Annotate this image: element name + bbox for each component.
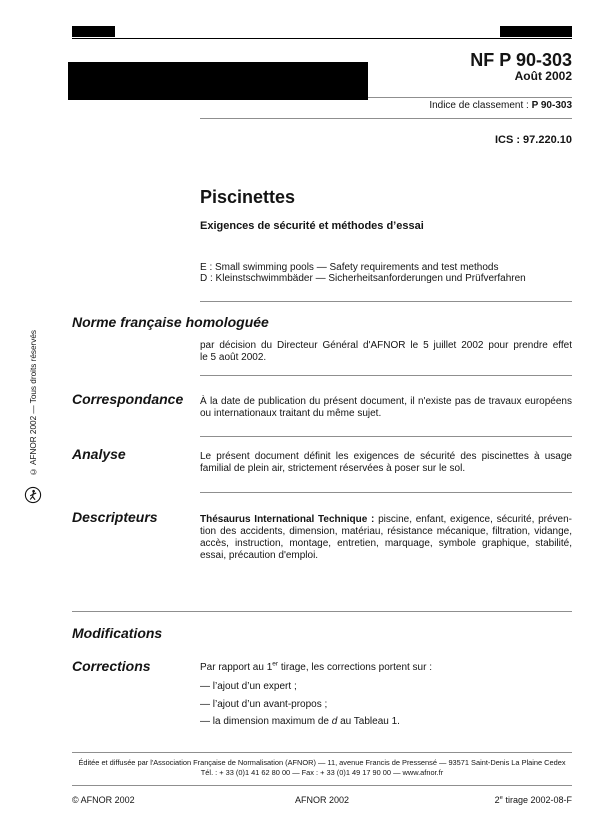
analysis-heading: Analyse xyxy=(72,446,126,462)
correction-item-before: — la dimension maximum de xyxy=(200,716,329,727)
modifications-heading: Modifications xyxy=(72,625,163,641)
classification-label: Indice de classement : xyxy=(429,100,529,111)
footer-rule xyxy=(72,785,572,786)
homologation-heading: Norme française homologuée xyxy=(72,314,269,330)
section-rule xyxy=(200,301,572,302)
descriptors-keywords: piscine, enfant, exigence, sécurité, préven- xyxy=(378,514,572,525)
descriptors-text-line: essai, précaution d'emploi. xyxy=(200,550,319,561)
footer-copyright: © AFNOR 2002 xyxy=(72,795,135,805)
classification-index xyxy=(429,100,572,112)
publisher-contact: Tél. : + 33 (0)1 41 62 80 00 — Fax : + 33 (0)1 49 17 90 00 — www.afnor.fr xyxy=(200,768,444,777)
correction-item: — l’ajout d’un avant-propos ; xyxy=(200,699,328,710)
standard-number: NF P 90-303 xyxy=(470,50,572,70)
descriptors-heading: Descripteurs xyxy=(72,509,158,525)
classification-value: P 90-303 xyxy=(531,100,572,111)
english-title: E : Small swimming pools — Safety requirements and test methods xyxy=(200,262,499,273)
analysis-text-line: familial de plein air, strictement réservées à poser sur le sol. xyxy=(200,463,466,474)
redaction-bar-right xyxy=(500,26,572,37)
redaction-bar-left xyxy=(72,26,115,37)
document-title: Piscinettes xyxy=(200,187,296,207)
german-title: D : Kleinstschwimmbäder — Sicherheitsanforderungen und Prüfverfahren xyxy=(200,273,526,284)
copyright-stamp-icon xyxy=(24,486,42,504)
homologation-text-line: le 5 août 2002. xyxy=(200,352,267,363)
descriptors-text-line: tion des accidents, dimension, matériau, résistance mécanique, filtration, vidange, xyxy=(200,526,572,537)
corrections-intro-superscript: er xyxy=(272,660,279,668)
document-subtitle: Exigences de sécurité et méthodes d’essai xyxy=(200,220,424,232)
date-rule xyxy=(368,97,572,98)
descriptors-text-line: accès, instruction, montage, entretien, marquage, symbole graphique, stabilité, xyxy=(200,538,572,549)
modifications-rule xyxy=(72,611,572,612)
classification-rule xyxy=(200,118,572,119)
descriptors-text-line xyxy=(200,514,572,526)
printing-superscript: e xyxy=(499,795,503,801)
rights-notice: © AFNOR 2002 — Tous droits réservés xyxy=(29,330,38,476)
header-top-rule xyxy=(72,38,572,39)
correction-item-variable: d xyxy=(331,716,338,727)
footer-center: AFNOR 2002 xyxy=(294,795,350,805)
correspondence-text-line: À la date de publication du présent document, il n'existe pas de travaux européens xyxy=(200,396,572,407)
ics-code: ICS : 97.220.10 xyxy=(494,134,572,146)
corrections-intro xyxy=(200,662,432,674)
footer-printing xyxy=(495,795,572,806)
section-rule xyxy=(200,436,572,437)
corrections-heading: Corrections xyxy=(72,658,151,674)
correspondence-text-line: ou internationaux traitant du même sujet. xyxy=(200,408,382,419)
printing-after: tirage 2002-08-F xyxy=(505,795,572,805)
corrections-intro-before: Par rapport au 1 xyxy=(200,662,273,673)
redaction-block xyxy=(68,62,368,100)
corrections-intro-after: tirage, les corrections portent sur : xyxy=(280,662,433,673)
analysis-text-line: Le présent document définit les exigences de sécurité des piscinettes à usage xyxy=(200,451,572,462)
thesaurus-label: Thésaurus International Technique : xyxy=(200,514,375,525)
correction-item xyxy=(200,716,400,728)
printing-number: 2 xyxy=(494,795,500,805)
publisher-rule xyxy=(72,752,572,753)
homologation-text-line: par décision du Directeur Général d'AFNOR le 5 juillet 2002 pour prendre effet xyxy=(200,340,572,351)
correction-item-after: au Tableau 1. xyxy=(340,716,400,727)
section-rule xyxy=(200,375,572,376)
publisher-address: Éditée et diffusée par l'Association Française de Normalisation (AFNOR) — 11, avenue Francis de Pressensé — 93571 Saint-Denis La Plaine Cedex xyxy=(78,758,566,767)
correspondence-heading: Correspondance xyxy=(72,391,184,407)
publication-date: Août 2002 xyxy=(514,69,572,83)
correction-item: — l’ajout d’un expert ; xyxy=(200,681,297,692)
section-rule xyxy=(200,492,572,493)
